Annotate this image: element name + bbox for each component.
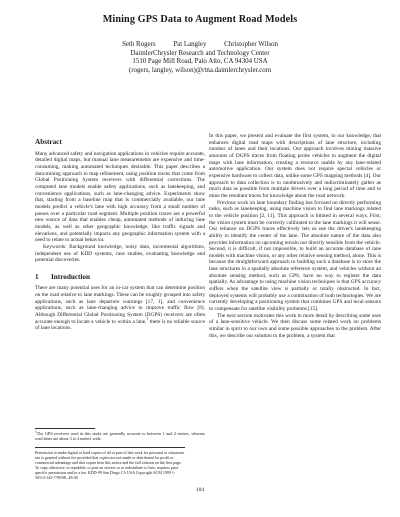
left-column <box>35 139 205 332</box>
body-paragraph: Previous work on lane boundary finding has focused on directly performing tasks, such as lanekeeping, using machine vision to find lane markings related to the vehicle position [2, 11]. This approach is limited in several ways. First, the vision system must be correctly calibrated to the lane markings it will sense. Our reliance on DGPS traces effectively lets us use the driver's lanekeeping ability to identify the center of the lane. The absolute nature of the data also provides information on upcoming terrain not directly sensible from the vehicle. Second, it is difficult, if not impossible, to build an accurate database of lane models with machine vision, or any other relative sensing method, alone. This is because the straightforward approach to building such a database is to store the lane structures in a spatially absolute reference system, and vehicles without an absolute sensing method, such as GPS, have no way to register the data spatially. As advantage to using machine vision techniques is that GPS accuracy suffers when the satellite view is partially or totally obstructed. In fact, deployed systems will probably use a combination of both technologies. We are currently developing a positioning system that combines GPS and local sensors to compensate for satellite visibility problems [15]. <box>209 199 381 313</box>
author-name: Seth Rogers <box>122 41 156 48</box>
footnote-text: The GPS receivers used in this study are generally accurate to between 1 and 2 meters, whereas road lanes are about 3 to 4 meters wide. <box>35 431 205 442</box>
body-paragraph: In this paper, we present and evaluate the first system, to our knowledge, that enhances digital road maps with descriptions of lane structure, including number of lanes and their locations. Our approach involves mining massive amounts of DGPS traces from floating probe vehicles to augment the digital maps with lane information, creating a resource usable by any lane-related automotive application. Our system does not require special vehicles or expensive hardware to collect data, unlike some GPS mapping methods [4]. Our approach to data collection is to unobtrusively and indiscriminately gather as much data as possible from multiple drivers over a long period of time and to mine the resultant traces for knowledge about the road network. <box>209 133 381 199</box>
abstract-heading: Abstract <box>35 138 62 146</box>
footnote <box>35 431 205 441</box>
author-name: Christopher Wilson <box>224 41 278 48</box>
paper-title: Mining GPS Data to Augment Road Models <box>102 14 298 25</box>
intro-text: There are many potential uses for an in-car system that can determine position on the road relative to lane markings. These can be roughly grouped into safety applications, such as lane departure warnings [17, 1], and convenience applications, such as lane-changing advice to improve traffic flow [8]. Although Differential Global Positioning System (DGPS) receivers are often accurate enough to locate a vehicle to within a lane, <box>35 285 205 325</box>
footnote-marker: 1 <box>146 316 149 321</box>
author-name: Pat Langley <box>173 41 207 48</box>
footnote-number: 1 <box>35 429 37 434</box>
footnote-rule <box>35 428 95 429</box>
author-address: 1510 Page Mill Road, Palo Alto, CA 94304 USA <box>132 58 268 66</box>
permission-notice: Permission to make digital or hard copies of all or part of this work for personal or classroom use is granted without fee provided that copies are not made or distributed for profit or commercial advantage and that copies bear this notice and the full citation on the first page. To copy otherwise, to republish, to post on servers or to redistribute to lists, requires prior specific permission and/or a fee. KDD-99 San Diego CA USA Copyright ACM 1999 1-58113-143-7/99/08...$5.00 <box>35 447 185 480</box>
author-names <box>0 41 400 50</box>
section-number: 1 <box>35 272 39 281</box>
body-paragraph: The next section motivates this work in more detail by describing some uses of a lane-sensitive vehicle. We then discuss some related work on problems similar in spirit to our own and some possible approaches to the problem. After this, we describe our solution to the problem, a system that <box>209 312 381 339</box>
keywords: Keywords: Background knowledge, noisy data, incremental algorithms, independent use of KDD systems, case studies, evaluating knowledge and potential discoveries. <box>35 243 205 264</box>
section-title: Introduction <box>51 272 91 281</box>
abstract-text: Many advanced safety and navigation applications in vehicles require accurate, detailed digital maps, but manual lane measurements are expensive and time-consuming, making automated techniques desirable. This paper describes a data-mining approach to map refinement, using position traces that come from Global Positioning System receivers with differential corrections. The computed lane models enable safety applications, such as lanekeeping, and convenience applications, such as lane-changing advice. Experiments show that, starting from a baseline map that is commercially available, our lane models predict a vehicle's lane with high accuracy from a small number of passes over a particular road segment. Multiple position traces are a powerful new source of data that enables cheap, automated methods of inducing lane models, as well as other geographic knowledge, like traffic signals and elevations, and potentially impacts any geographic information system with a need to relate to actual behavior. <box>35 150 205 244</box>
author-block <box>0 41 400 75</box>
author-emails: (rogers, langley, wilson)@rtna.daimlerchrysler.com <box>128 66 272 74</box>
intro-paragraph <box>35 285 205 332</box>
author-affiliation: DaimlerChrysler Research and Technology Center <box>130 49 270 57</box>
intro-text-end: there is no reliable source of lane locations. <box>35 318 205 332</box>
section-heading <box>35 274 205 281</box>
right-column <box>209 133 381 511</box>
page-number: 104 <box>195 487 205 493</box>
